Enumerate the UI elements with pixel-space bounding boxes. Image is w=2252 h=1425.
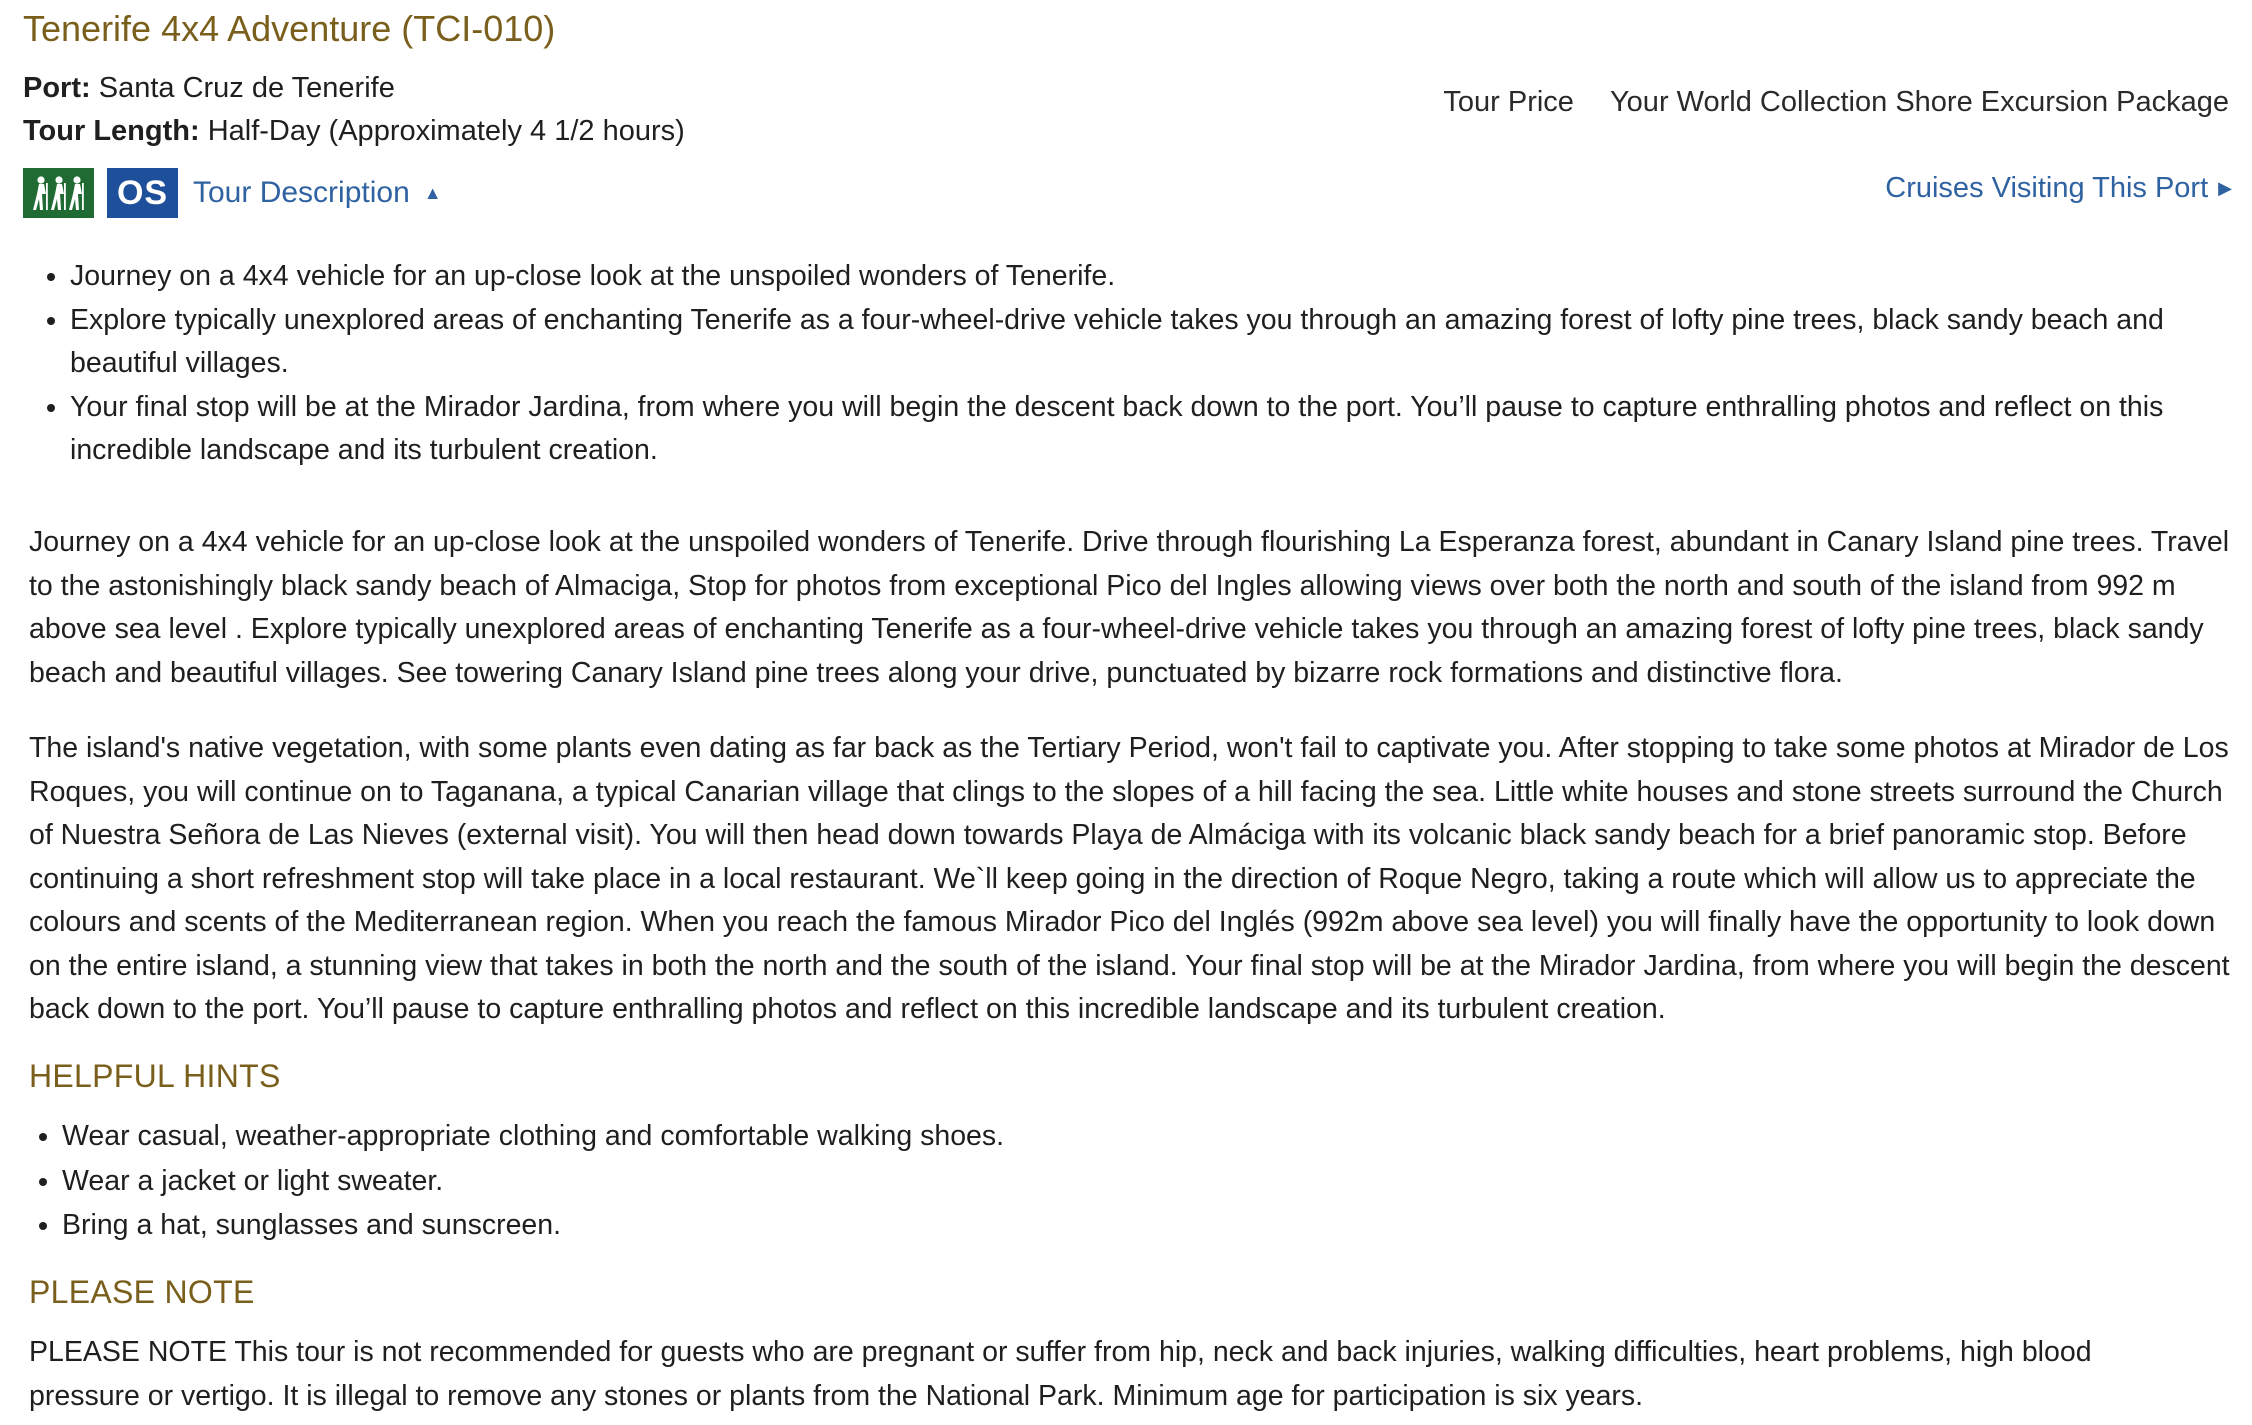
highlights-list <box>28 255 2233 473</box>
list-item: • Explore typically unexplored areas of enchanting Tenerife as a four-wheel-drive vehicle takes you through an amazing forest of lofty pine trees, black sandy beach and beautiful villages. <box>70 299 2233 386</box>
tour-title: Tenerife 4x4 Adventure (TCI-010) <box>23 8 556 49</box>
list-item: • Wear casual, weather-appropriate clothing and comfortable walking shoes. <box>62 1114 2234 1159</box>
price-header <box>1443 86 2229 119</box>
list-item: • Wear a jacket or light sweater. <box>62 1159 2234 1204</box>
tour-length-label: Tour Length: <box>23 115 200 147</box>
list-item: • Bring a hat, sunglasses and sunscreen. <box>62 1203 2234 1248</box>
hiking-figures-svg <box>31 175 87 211</box>
caret-up-icon: ▲ <box>423 182 442 203</box>
description-paragraph: Journey on a 4x4 vehicle for an up-close look at the unspoiled wonders of Tenerife. Drive through flourishing La Esperanza forest, abundant in Canary Island pine trees. Travel to the astonishingly black sandy beach of Almaciga, Stop for photos from exceptional Pico del Ingles allowing views over both the north and south of the island from 992 m above sea level . Explore typically unexplored areas of enchanting Tenerife as a four-wheel-drive vehicle takes you through an amazing forest of lofty pine trees, black sandy beach and beautiful villages. See towering Canary Island pine trees along your drive, punctuated by bizarre rock formations and distinctive flora. <box>29 526 2230 689</box>
caret-right-icon: ▶ <box>2218 178 2232 198</box>
tour-description-toggle[interactable] <box>193 176 442 210</box>
please-note-text: PLEASE NOTE This tour is not recommended for guests who are pregnant or suffer from hip, neck and back injuries, walking difficulties, heart problems, high blood pressure or vertigo. It is illegal to remove any stones or plants from the National Park. Minimum age for participation is six years. <box>29 1336 2092 1412</box>
package-label: Your World Collection Shore Excursion Package <box>1610 86 2229 118</box>
cruises-visiting-link[interactable] <box>1885 172 2232 205</box>
port-info <box>23 72 395 105</box>
tour-length-value: Half-Day (Approximately 4 1/2 hours) <box>207 115 685 147</box>
description-paragraph: The island's native vegetation, with some plants even dating as far back as the Tertiary Period, won't fail to captivate you. After stopping to take some photos at Mirador de Los Roques, you will continue on to Taganana, a typical Canarian village that clings to the slopes of a hill facing the sea. Little white houses and stone streets surround the Church of Nuestra Señora de Las Nieves (external visit). You will then head down towards Playa de Almáciga with its volcanic black sandy beach for a brief panoramic stop. Before continuing a short refreshment stop will take place in a local restaurant. We`ll keep going in the direction of Roque Negro, taking a route which will allow us to appreciate the colours and scents of the Mediterranean region. When you reach the famous Mirador Pico del Inglés (992m above sea level) you will finally have the opportunity to look down on the entire island, a stunning view that takes in both the north and the south of the island. Your final stop will be at the Mirador Jardina, from where you will begin the descent back down to the port. You’ll pause to capture enthralling photos and reflect on this incredible landscape and its turbulent creation. <box>29 732 2230 1025</box>
helpful-hints-heading: HELPFUL HINTS <box>29 1058 281 1094</box>
hiking-group-icon <box>23 168 94 218</box>
tour-length-info <box>23 115 685 148</box>
please-note-heading: PLEASE NOTE <box>29 1274 255 1310</box>
port-label: Port: <box>23 72 91 104</box>
tour-description-label: Tour Description <box>193 176 410 209</box>
helpful-hints-list <box>29 1114 2234 1248</box>
tour-badges-row <box>23 168 442 218</box>
list-item: • Journey on a 4x4 vehicle for an up-close look at the unspoiled wonders of Tenerife. <box>70 255 2233 299</box>
os-badge: OS <box>107 168 178 218</box>
list-item: • Your final stop will be at the Mirador Jardina, from where you will begin the descent back down to the port. You’ll pause to capture enthralling photos and reflect on this incredible landscape and its turbulent creation. <box>70 386 2233 473</box>
tour-price-label: Tour Price <box>1443 86 1574 118</box>
port-value: Santa Cruz de Tenerife <box>98 72 395 104</box>
cruises-visiting-label: Cruises Visiting This Port <box>1885 172 2209 204</box>
